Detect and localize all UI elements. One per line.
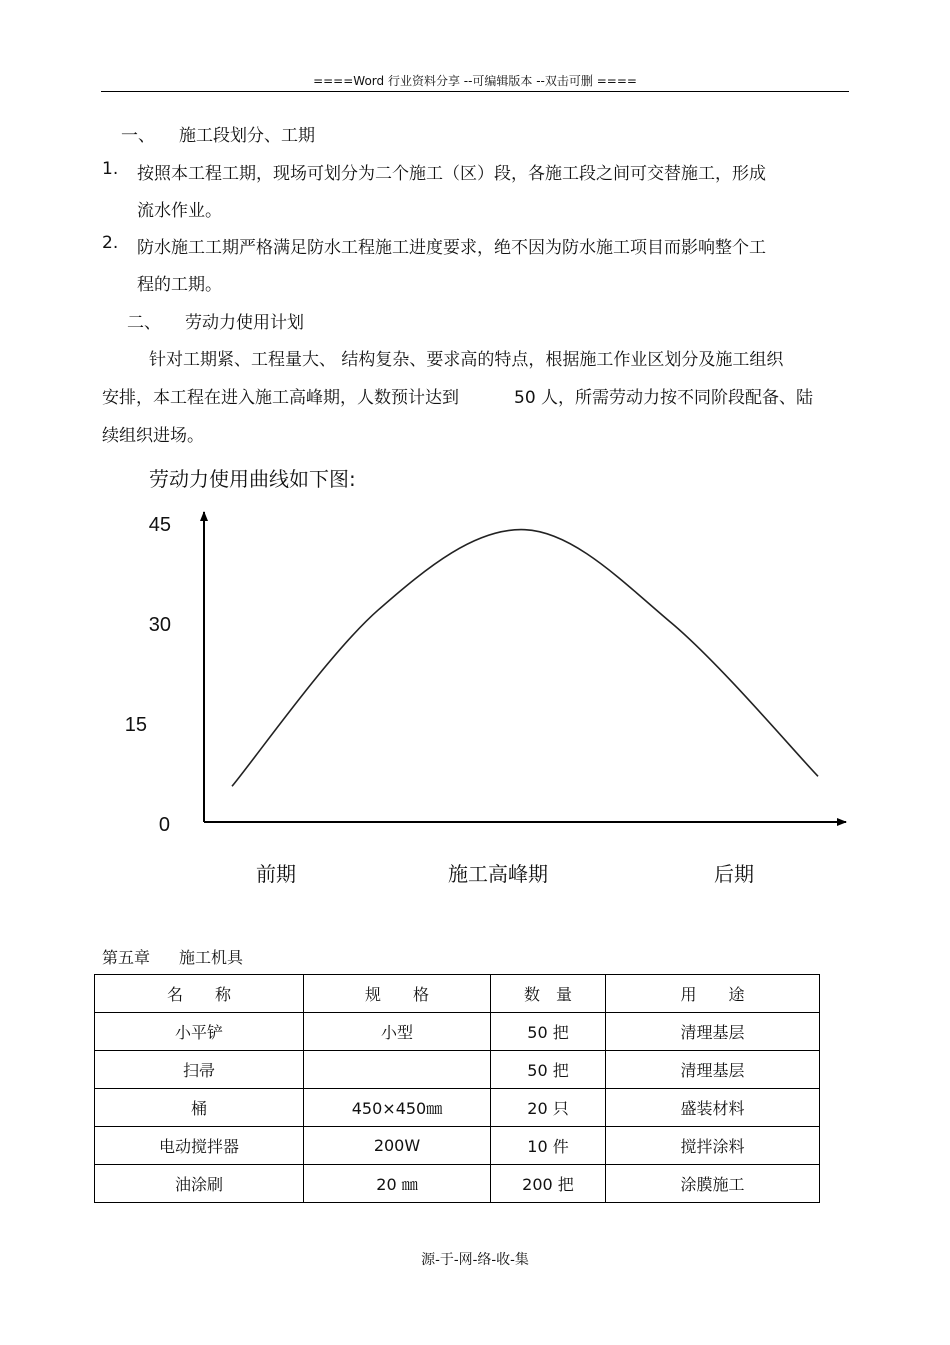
section1-title: 施工段划分、工期 (179, 126, 315, 146)
table-row (95, 1127, 820, 1165)
table-row (95, 1013, 820, 1051)
cell-spec: 20 ㎜ (304, 1165, 491, 1203)
cell-name: 电动搅拌器 (95, 1127, 304, 1165)
chart-caption: 劳动力使用曲线如下图: (149, 467, 356, 491)
header-name: 名 称 (95, 975, 304, 1013)
cell-quantity: 200 把 (491, 1165, 606, 1203)
table-row (95, 1051, 820, 1089)
cell-quantity: 50 把 (491, 1013, 606, 1051)
cell-usage: 盛装材料 (606, 1089, 820, 1127)
section2-para-line2b: 50 人，所需劳动力按不同阶段配备、陆 (514, 388, 814, 408)
section2-para-line2a: 安排，本工程在进入施工高峰期，人数预计达到 (102, 388, 459, 408)
x-category-label: 前期 (256, 862, 296, 886)
page-header: ====Word 行业资料分享 --可编辑版本 --双击可删 ==== (313, 74, 637, 88)
cell-quantity: 20 只 (491, 1089, 606, 1127)
x-category-label: 施工高峰期 (448, 862, 548, 886)
cell-spec (304, 1051, 491, 1089)
cell-spec: 200W (304, 1127, 491, 1165)
cell-name: 油涂刷 (95, 1165, 304, 1203)
table-header-row (95, 975, 820, 1013)
cell-spec: 小型 (304, 1013, 491, 1051)
x-category-label: 后期 (714, 862, 754, 886)
y-tick-label: 30 (148, 614, 171, 636)
cell-name: 桶 (95, 1089, 304, 1127)
cell-name: 小平铲 (95, 1013, 304, 1051)
section1-number: 一、 (121, 126, 155, 146)
table-row (95, 1089, 820, 1127)
chapter-title: 施工机具 (179, 948, 244, 967)
item1-line1: 按照本工程工期，现场可划分为二个施工（区）段，各施工段之间可交替施工，形成 (137, 164, 766, 184)
header-quantity: 数 量 (491, 975, 606, 1013)
y-tick-label: 15 (124, 714, 147, 736)
item2-line2: 程的工期。 (137, 275, 222, 295)
item2-number: 2. (102, 233, 119, 253)
item1-number: 1. (102, 159, 119, 179)
labor-series-line (232, 530, 818, 787)
section2-number: 二、 (127, 313, 161, 333)
section2-para-line1: 针对工期紧、工程量大、 结构复杂、要求高的特点，根据施工作业区划分及施工组织 (149, 350, 784, 370)
cell-quantity: 10 件 (491, 1127, 606, 1165)
cell-spec: 450×450㎜ (304, 1089, 491, 1127)
section2-para-line3: 续组织进场。 (102, 426, 204, 446)
machinery-table (94, 974, 820, 1203)
table-row (95, 1165, 820, 1203)
chapter-label: 第五章 (102, 948, 151, 967)
y-tick-label: 0 (158, 814, 170, 836)
header-spec: 规 格 (304, 975, 491, 1013)
cell-quantity: 50 把 (491, 1051, 606, 1089)
cell-name: 扫帚 (95, 1051, 304, 1089)
cell-usage: 涂膜施工 (606, 1165, 820, 1203)
item2-line1: 防水施工工期严格满足防水工程施工进度要求，绝不因为防水施工项目而影响整个工 (137, 238, 766, 258)
section2-title: 劳动力使用计划 (185, 313, 304, 333)
item1-line2: 流水作业。 (137, 201, 222, 221)
header-usage: 用 途 (606, 975, 820, 1013)
page-footer: 源-于-网-络-收-集 (421, 1252, 529, 1268)
cell-usage: 清理基层 (606, 1013, 820, 1051)
cell-usage: 搅拌涂料 (606, 1127, 820, 1165)
cell-usage: 清理基层 (606, 1051, 820, 1089)
y-tick-label: 45 (148, 514, 171, 536)
